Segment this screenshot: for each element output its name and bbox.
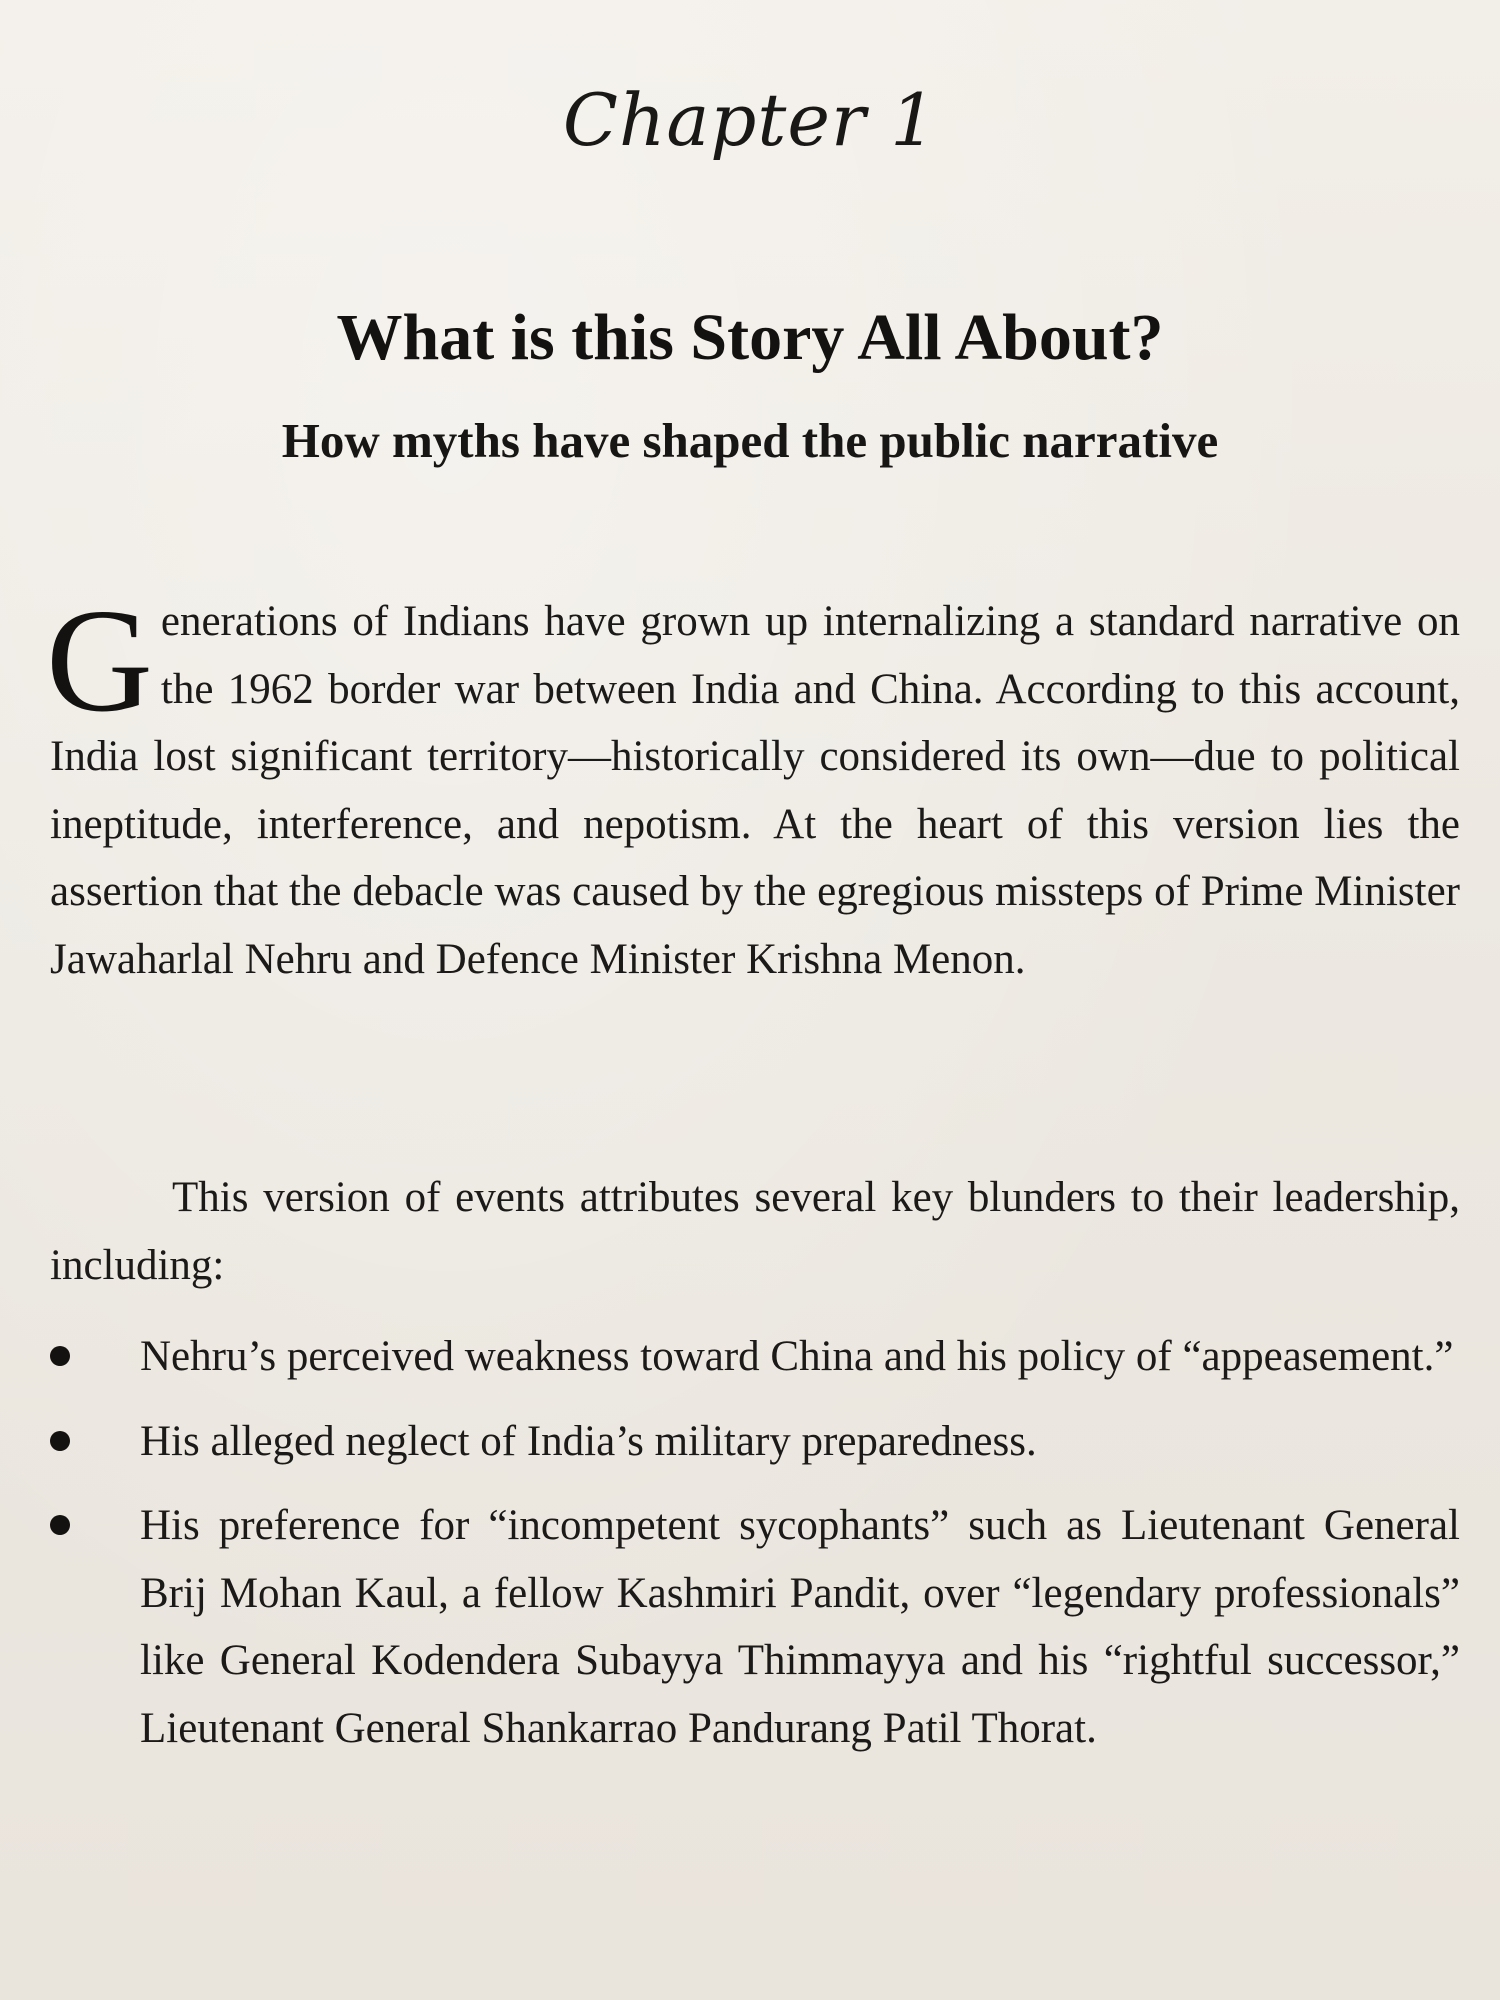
paragraph-intro <box>46 579 1460 993</box>
list-item <box>50 1492 1460 1762</box>
chapter-title: What is this Story All About? <box>336 301 1164 374</box>
blunders-list <box>50 1323 1460 1779</box>
drop-cap: G <box>46 579 153 743</box>
bullet-icon <box>50 1515 70 1535</box>
chapter-label: Chapter 1 <box>562 78 938 162</box>
list-item <box>50 1323 1460 1391</box>
chapter-subtitle: How myths have shaped the public narrative <box>281 413 1219 468</box>
paragraph-blunders: This version of events attributes several key blunders to their leadership, including: <box>50 1174 1460 1289</box>
paragraph-intro-text: enerations of Indians have grown up internalizing a standard narrative on the 1962 border war between India and China. According to this account, India lost significant territory—historically considered its own—due to political ineptitude, interference, and nepotism. At the heart of this version lies the assertion that the debacle was caused by the egregious missteps of Prime Minister Jawaharlal Nehru and Defence Minister Krishna Menon. <box>50 598 1460 983</box>
list-item-text: Nehru’s perceived weakness toward China and his policy of “appeasement.” <box>140 1333 1454 1380</box>
list-item <box>50 1408 1460 1476</box>
list-item-text: His alleged neglect of India’s military preparedness. <box>140 1417 1037 1465</box>
list-item-text: His preference for “incompetent sycophants” such as Lieutenant General Brij Mohan Kaul, a fellow Kashmiri Pandit, over “legendary professionals” like General Kodendera Subayya Thimmayya and his “rightful successor,” Lieutenant General Shankarrao Pandurang Patil Thorat. <box>140 1502 1460 1752</box>
bullet-icon <box>50 1431 70 1451</box>
bullet-icon <box>50 1346 70 1366</box>
